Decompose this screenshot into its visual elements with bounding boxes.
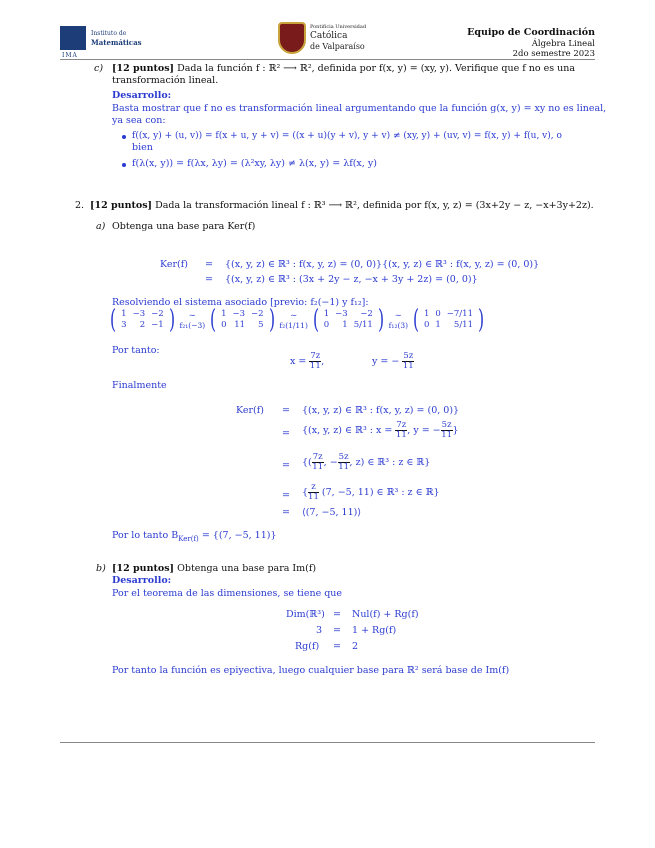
dim-eq2: = xyxy=(333,625,341,636)
fin-lhs: Ker(f) xyxy=(236,405,264,416)
matrix-reduction: ( 1 −3 −2 3 2 −1 ) ∼ f₂₁(−3) ( 1 −3 −2 0 11 5 ) ∼ f₂(1/11) ( 1 −3 −2 0 1 5/11 ) ∼ f₁₂(3) ( 1 0 −7/11 0 1 5/11 ) xyxy=(110,305,485,335)
q1c-statement xyxy=(112,63,575,75)
matrix-3: 1 −3 −2 0 1 5/11 xyxy=(323,309,373,330)
dim-l1-rhs: Nul(f) + Rg(f) xyxy=(352,609,419,620)
q1c-points: [12 puntos] xyxy=(112,63,175,74)
fin-eq3: = xyxy=(282,460,290,471)
fin-line5: ⟨(7, −5, 11)⟩ xyxy=(302,507,362,518)
fin-line1: {(x, y, z) ∈ ℝ³ : f(x, y, z) = (0, 0)} xyxy=(302,405,460,416)
institute-logo-mark xyxy=(60,26,86,50)
dim-l3-rhs: 2 xyxy=(352,641,359,652)
q1c-label: c) xyxy=(94,63,104,74)
team-name: Equipo de Coordinación xyxy=(467,27,595,38)
finalmente: Finalmente xyxy=(112,380,167,391)
q1c-dev-title: Desarrollo: xyxy=(112,90,172,101)
fin-eq1: = xyxy=(282,405,290,416)
q2b-dev-title: Desarrollo: xyxy=(112,575,172,586)
dim-eq1: = xyxy=(333,609,341,620)
footer-rule xyxy=(60,742,595,743)
q2b-conclusion: Por tanto la función es epiyectiva, luego cualquier base para ℝ² será base de Im(f) xyxy=(112,665,510,676)
dim-l3-lhs: Rg(f) xyxy=(295,641,320,652)
fin-line4: { $\frac{z}{11}$ (7, −5, 11) ∈ ℝ³ : z ∈ ℝ} xyxy=(302,482,440,502)
matrix-1: 1 −3 −2 3 2 −1 xyxy=(121,309,164,330)
q1c-dev-line1: Basta mostrar que f no es transformación lineal argumentando que la función g(x, y) = xy no es lineal, xyxy=(112,103,607,114)
dim-l1-lhs: Dim(ℝ³) xyxy=(286,609,325,620)
ker-basis: Por lo tanto $B_{Ker(f)} = \{(7$, −5, 11)} xyxy=(112,530,277,543)
q2-statement xyxy=(90,200,594,212)
ker-lhs: Ker(f) xyxy=(160,259,188,270)
q1c-bullet1-line2: bien xyxy=(132,142,153,153)
solution-x-fraction: $\frac{7z}{11}$ xyxy=(309,351,321,371)
row-op-1: f₂₁(−3) xyxy=(179,320,206,330)
q1c-statement-line1: Dada la función f : ℝ² ⟶ ℝ², definida por f(x, y) = (xy, y). Verifique que f no es una xyxy=(177,63,576,74)
q2b-statement: [12 puntos] Obtenga una base para Im(f) xyxy=(112,563,317,574)
fin-eq2: = xyxy=(282,428,290,439)
dim-l2-rhs: 1 + Rg(f) xyxy=(352,625,397,636)
q2-points: [12 puntos] xyxy=(90,200,153,211)
solution-x: x = $\frac{7z}{11}$ , xyxy=(290,351,325,371)
q1c-statement-line2: transformación lineal. xyxy=(112,75,219,86)
q2-label: 2. xyxy=(75,200,85,211)
ker-line1: {(x, y, z) ∈ ℝ³ : f(x, y, z) = (0, 0)}{(x, y, z) ∈ ℝ³ : f(x, y, z) = (0, 0)} xyxy=(225,259,540,270)
matrix-2: 1 −3 −2 0 11 5 xyxy=(221,309,264,330)
institute-name-line1: Instituto de xyxy=(91,30,127,37)
bullet-icon xyxy=(122,135,126,139)
solution-y-fraction: $\frac{5z}{11}$ xyxy=(402,351,414,371)
resolving-text: Resolviendo el sistema asociado [previo: f₂(−1) y f₁₂]: xyxy=(112,297,369,308)
solution-y: y = − $\frac{5z}{11}$ xyxy=(372,351,414,371)
institute-name-line2: Matemáticas xyxy=(91,38,142,47)
q2b-dev-line1: Por el teorema de las dimensiones, se tiene que xyxy=(112,588,343,599)
dim-eq3: = xyxy=(333,641,341,652)
q1c-bullet1-line1: f((x, y) + (u, v)) = f(x + u, y + v) = ((x + u)(y + v), y + v) ≠ (xy, y) + (uv, v) = f(x, y) + f(u, v), o xyxy=(132,131,562,141)
por-tanto: Por tanto: xyxy=(112,345,160,356)
ker-eq2: = xyxy=(205,274,213,285)
q1c-bullet2: f(λ(x, y)) = f(λx, λy) = (λ²xy, λy) ≠ λ(x, y) = λf(x, y) xyxy=(132,158,377,169)
q2a-statement: Obtenga una base para Ker(f) xyxy=(112,221,256,232)
q2-statement-text: Dada la transformación lineal f : ℝ³ ⟶ ℝ², definida por f(x, y, z) = (3x+2y − z, −x+3y+2z). xyxy=(155,200,594,211)
row-op-3: f₁₂(3) xyxy=(388,320,409,330)
q1c-dev-line2: ya sea con: xyxy=(112,115,166,126)
ker-eq1: = xyxy=(205,259,213,270)
course-name: Álgebra Lineal xyxy=(531,39,595,49)
header-rule xyxy=(60,59,595,60)
university-name-line2: Católica xyxy=(310,31,348,41)
header-info xyxy=(395,27,595,59)
fin-eq4: = xyxy=(282,490,290,501)
q2a-label: a) xyxy=(96,221,106,232)
fin-line3: {( $\frac{7z}{11}$ , − $\frac{5z}{11}$ , z) ∈ ℝ³ : z ∈ ℝ} xyxy=(302,452,431,472)
institute-logo-letters: IMA xyxy=(62,52,78,59)
university-name-line3: de Valparaíso xyxy=(310,42,365,51)
bullet-icon xyxy=(122,163,126,167)
institute-logo xyxy=(60,26,145,59)
matrix-4: 1 0 −7/11 0 1 5/11 xyxy=(423,309,473,330)
fin-line2: {(x, y, z) ∈ ℝ³ : x = $\frac{7z}{11}$ , y = − $\frac{5z}{11}$ } xyxy=(302,420,459,440)
fin-eq5: = xyxy=(282,507,290,518)
term: 2do semestre 2023 xyxy=(512,49,595,59)
university-logo xyxy=(278,22,388,58)
university-name-line1: Pontificia Universidad xyxy=(310,24,367,30)
dim-l2-lhs: 3 xyxy=(316,625,323,636)
q2b-label: b) xyxy=(96,563,106,574)
university-shield-icon xyxy=(278,22,306,54)
row-op-2: f₂(1/11) xyxy=(279,320,308,330)
ker-line2: {(x, y, z) ∈ ℝ³ : (3x + 2y − z, −x + 3y + 2z) = (0, 0)} xyxy=(225,274,478,285)
